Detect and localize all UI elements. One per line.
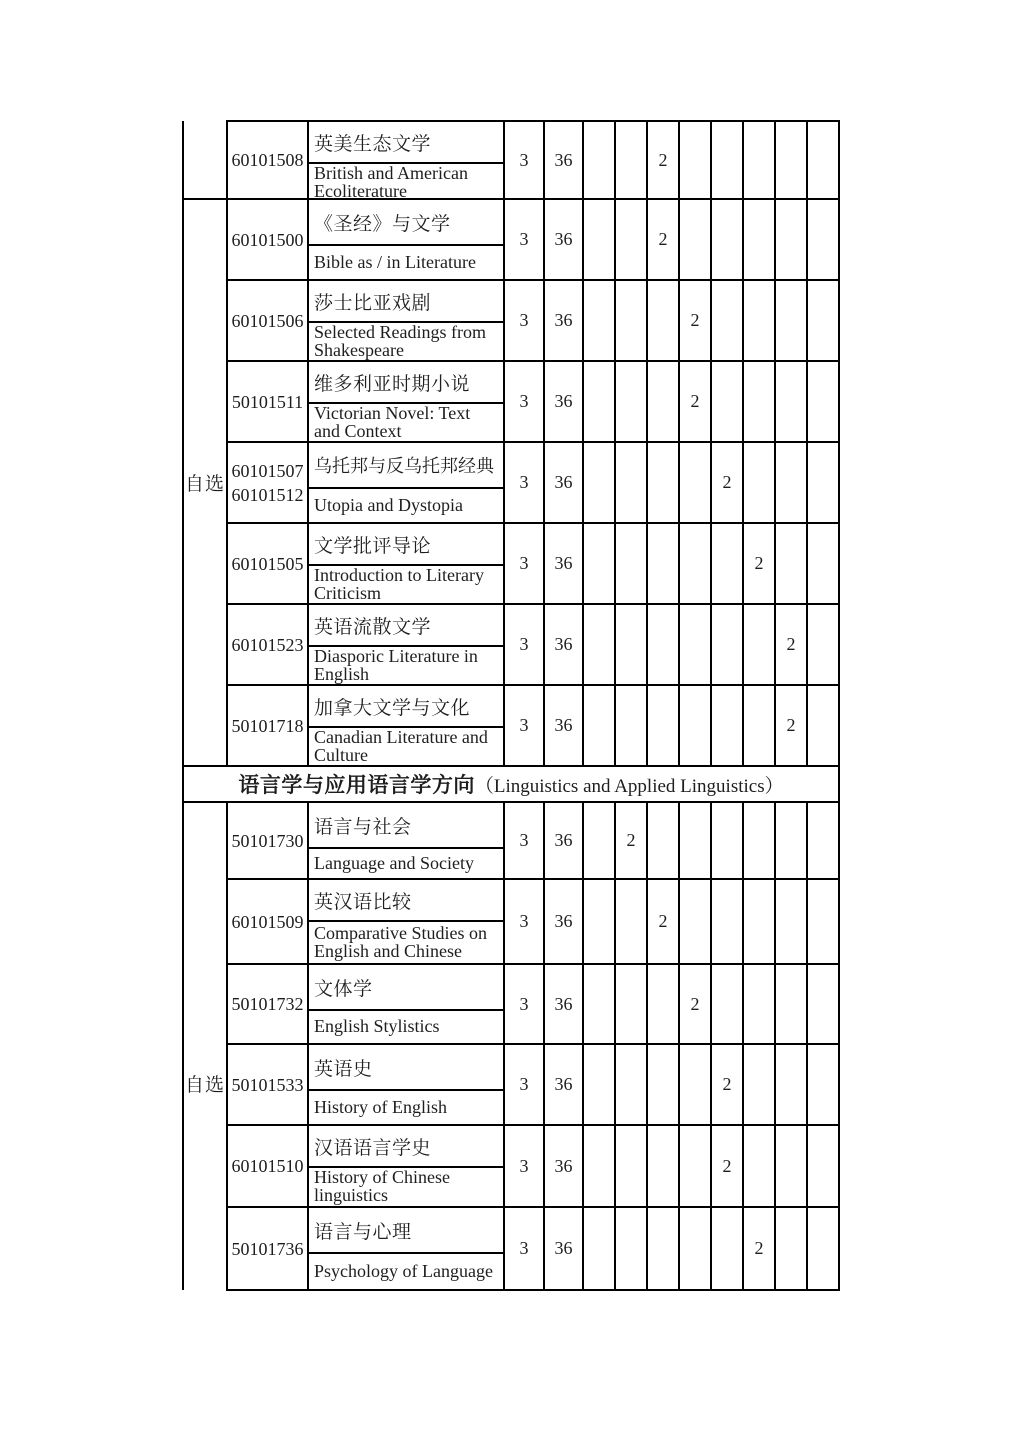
course-code-value: 50101511: [231, 391, 304, 412]
semester-cell: [679, 523, 711, 604]
semester-cell: [583, 280, 615, 361]
course-name-zh: 莎士比亚戏剧: [309, 281, 503, 323]
course-code-value: 60101505: [231, 553, 304, 574]
semester-cell: [743, 802, 775, 879]
hours-cell: 36: [544, 1044, 583, 1125]
course-name-cell: [308, 964, 504, 1044]
semester-cell: [647, 442, 679, 523]
semester-cell: [647, 361, 679, 442]
course-name-cell: [308, 1125, 504, 1207]
course-name-zh: 语言与社会: [309, 803, 503, 849]
course-name-en: Psychology of Language: [314, 1260, 493, 1281]
semester-cell: [615, 879, 647, 964]
course-code: [227, 199, 308, 280]
course-name-en: Introduction to Literary Criticism: [314, 565, 484, 603]
semester-cell: [647, 964, 679, 1044]
semester-cell: [615, 199, 647, 280]
semester-cell: [647, 280, 679, 361]
semester-cell: [583, 685, 615, 766]
course-name-en: Diasporic Literature in English: [314, 646, 478, 684]
semester-cell: [647, 1125, 679, 1207]
semester-hours-cell: 2: [775, 685, 807, 766]
semester-cell: [743, 685, 775, 766]
semester-cell: [615, 442, 647, 523]
course-code: [227, 121, 308, 199]
semester-cell: [679, 1125, 711, 1207]
course-name-cell: [308, 121, 504, 199]
semester-cell: [775, 1044, 807, 1125]
course-code-value: 50101730: [231, 830, 304, 851]
semester-hours-cell: 2: [711, 442, 743, 523]
course-name-zh: 乌托邦与反乌托邦经典: [309, 443, 503, 489]
semester-hours-cell: 2: [743, 1207, 775, 1290]
semester-cell: [743, 121, 775, 199]
course-code-value: 50101533: [231, 1074, 304, 1095]
course-code: [227, 964, 308, 1044]
semester-cell: [615, 1207, 647, 1290]
course-row: [183, 121, 839, 199]
course-code: [227, 802, 308, 879]
semester-cell: [743, 879, 775, 964]
semester-cell: [711, 604, 743, 685]
semester-cell: [711, 199, 743, 280]
course-name-zh: 汉语语言学史: [309, 1126, 503, 1168]
semester-cell: [775, 523, 807, 604]
course-name-zh: 英语流散文学: [309, 605, 503, 647]
semester-cell: [583, 361, 615, 442]
semester-cell: [583, 121, 615, 199]
course-name-en: Comparative Studies on English and Chinese: [314, 922, 487, 961]
section-header-row: [183, 766, 839, 802]
course-name-zh: 文体学: [309, 965, 503, 1011]
semester-cell: [583, 879, 615, 964]
semester-cell: [679, 121, 711, 199]
category-cell-cut: [183, 121, 227, 199]
semester-cell: [679, 802, 711, 879]
semester-cell: [679, 604, 711, 685]
hours-cell: 36: [544, 523, 583, 604]
course-name-en: Utopia and Dystopia: [314, 494, 463, 515]
semester-cell: [583, 199, 615, 280]
course-row: [183, 523, 839, 604]
semester-cell: [711, 802, 743, 879]
semester-hours-cell: 2: [647, 879, 679, 964]
course-row: [183, 802, 839, 879]
semester-cell: [807, 523, 839, 604]
section-header-en: （Linguistics and Applied Linguistics）: [474, 776, 784, 797]
semester-cell: [647, 802, 679, 879]
course-row: [183, 685, 839, 766]
semester-cell: [583, 442, 615, 523]
semester-cell: [647, 1207, 679, 1290]
semester-cell: [615, 361, 647, 442]
semester-cell: [775, 879, 807, 964]
course-row: [183, 361, 839, 442]
section-header-cell: [183, 766, 839, 802]
semester-cell: [647, 523, 679, 604]
course-row: [183, 1044, 839, 1125]
semester-cell: [807, 604, 839, 685]
course-name-en: Canadian Literature and Culture: [314, 727, 488, 765]
semester-cell: [615, 604, 647, 685]
semester-cell: [711, 879, 743, 964]
semester-hours-cell: 2: [647, 121, 679, 199]
course-row: [183, 199, 839, 280]
semester-cell: [615, 1044, 647, 1125]
semester-cell: [647, 604, 679, 685]
semester-cell: [775, 1207, 807, 1290]
semester-cell: [711, 280, 743, 361]
semester-cell: [807, 199, 839, 280]
semester-cell: [647, 685, 679, 766]
course-code-value: 50101718: [231, 715, 304, 736]
semester-cell: [807, 1044, 839, 1125]
credits-cell: 3: [504, 442, 544, 523]
course-code: [227, 879, 308, 964]
course-name-en: Language and Society: [314, 852, 474, 873]
course-code: [227, 685, 308, 766]
course-name-zh: 加拿大文学与文化: [309, 686, 503, 728]
course-name-cell: [308, 685, 504, 766]
course-code-value: 60101508: [231, 150, 304, 170]
course-code: [227, 523, 308, 604]
semester-cell: [807, 879, 839, 964]
semester-cell: [583, 523, 615, 604]
semester-cell: [615, 121, 647, 199]
course-code-value: 60101507: [231, 460, 304, 481]
semester-cell: [615, 280, 647, 361]
course-code-value: 60101506: [231, 310, 304, 331]
semester-cell: [807, 1207, 839, 1290]
credits-cell: 3: [504, 121, 544, 199]
semester-hours-cell: 2: [679, 280, 711, 361]
semester-cell: [583, 964, 615, 1044]
hours-cell: 36: [544, 604, 583, 685]
semester-cell: [647, 1044, 679, 1125]
hours-cell: 36: [544, 199, 583, 280]
semester-cell: [711, 523, 743, 604]
semester-cell: [775, 199, 807, 280]
course-name-zh: 英汉语比较: [309, 880, 503, 922]
semester-cell: [807, 280, 839, 361]
course-name-zh: 英语史: [309, 1045, 503, 1091]
semester-cell: [775, 442, 807, 523]
semester-hours-cell: 2: [775, 604, 807, 685]
course-row: [183, 1125, 839, 1207]
course-code: [227, 1207, 308, 1290]
course-name-zh: 英美生态文学: [309, 122, 503, 164]
semester-cell: [679, 879, 711, 964]
course-row: [183, 280, 839, 361]
semester-hours-cell: 2: [711, 1125, 743, 1207]
semester-cell: [615, 964, 647, 1044]
semester-cell: [743, 199, 775, 280]
course-code-value: 60101500: [231, 229, 304, 250]
credits-cell: 3: [504, 1125, 544, 1207]
credits-cell: 3: [504, 685, 544, 766]
hours-cell: 36: [544, 121, 583, 199]
semester-cell: [807, 361, 839, 442]
course-row: [183, 1207, 839, 1290]
course-name-cell: [308, 442, 504, 523]
semester-hours-cell: 2: [647, 199, 679, 280]
credits-cell: 3: [504, 523, 544, 604]
semester-cell: [615, 1125, 647, 1207]
course-name-cell: [308, 523, 504, 604]
semester-cell: [679, 1207, 711, 1290]
course-table-wrapper: [182, 120, 840, 1291]
course-name-en: English Stylistics: [314, 1016, 440, 1036]
semester-hours-cell: 2: [615, 802, 647, 879]
semester-cell: [807, 964, 839, 1044]
category-cell: 自选: [183, 199, 227, 766]
section-header-zh: 语言学与应用语言学方向: [238, 773, 475, 797]
hours-cell: 36: [544, 685, 583, 766]
hours-cell: 36: [544, 964, 583, 1044]
course-code-value: 50101736: [231, 1238, 304, 1259]
semester-hours-cell: 2: [679, 361, 711, 442]
semester-cell: [743, 1125, 775, 1207]
course-name-cell: [308, 879, 504, 964]
credits-cell: 3: [504, 964, 544, 1044]
hours-cell: 36: [544, 442, 583, 523]
course-code: [227, 442, 308, 523]
course-code: [227, 361, 308, 442]
credits-cell: 3: [504, 802, 544, 879]
credits-cell: 3: [504, 1207, 544, 1290]
course-code-value: 60101512: [231, 484, 304, 505]
semester-cell: [743, 442, 775, 523]
semester-hours-cell: 2: [743, 523, 775, 604]
course-code-value: 60101510: [231, 1156, 304, 1176]
semester-cell: [807, 442, 839, 523]
semester-cell: [711, 964, 743, 1044]
semester-cell: [743, 280, 775, 361]
course-code-value: 50101732: [231, 994, 304, 1014]
course-name-en: Selected Readings from Shakespeare: [314, 322, 486, 360]
credits-cell: 3: [504, 1044, 544, 1125]
course-name-en: British and American Ecoliterature: [314, 163, 468, 199]
semester-cell: [679, 685, 711, 766]
course-name-cell: [308, 604, 504, 685]
course-name-en: Bible as / in Literature: [314, 251, 476, 272]
semester-cell: [775, 361, 807, 442]
semester-cell: [807, 121, 839, 199]
semester-cell: [711, 1207, 743, 1290]
semester-cell: [711, 361, 743, 442]
credits-cell: 3: [504, 879, 544, 964]
semester-cell: [679, 199, 711, 280]
course-name-zh: 文学批评导论: [309, 524, 503, 566]
hours-cell: 36: [544, 802, 583, 879]
course-name-en: Victorian Novel: Text and Context: [314, 403, 471, 441]
course-name-zh: 语言与心理: [309, 1208, 503, 1254]
semester-cell: [583, 1125, 615, 1207]
hours-cell: 36: [544, 879, 583, 964]
semester-cell: [583, 802, 615, 879]
semester-cell: [743, 361, 775, 442]
semester-cell: [807, 802, 839, 879]
course-name-zh: 《圣经》与文学: [309, 200, 503, 246]
semester-cell: [743, 964, 775, 1044]
semester-cell: [583, 1207, 615, 1290]
semester-cell: [775, 964, 807, 1044]
course-row: [183, 879, 839, 964]
semester-cell: [775, 280, 807, 361]
course-name-cell: [308, 802, 504, 879]
hours-cell: 36: [544, 361, 583, 442]
semester-hours-cell: 2: [679, 964, 711, 1044]
credits-cell: 3: [504, 604, 544, 685]
course-code: [227, 1044, 308, 1125]
semester-cell: [583, 1044, 615, 1125]
course-code: [227, 604, 308, 685]
hours-cell: 36: [544, 280, 583, 361]
course-name-en: History of Chinese linguistics: [314, 1167, 450, 1205]
course-code: [227, 1125, 308, 1207]
semester-cell: [711, 121, 743, 199]
course-code-value: 60101523: [231, 634, 304, 655]
semester-cell: [743, 1044, 775, 1125]
credits-cell: 3: [504, 361, 544, 442]
course-name-cell: [308, 361, 504, 442]
semester-cell: [775, 1125, 807, 1207]
semester-cell: [615, 523, 647, 604]
semester-hours-cell: 2: [711, 1044, 743, 1125]
course-code-value: 60101509: [231, 911, 304, 932]
semester-cell: [743, 604, 775, 685]
course-name-en: History of English: [314, 1096, 447, 1117]
category-cell: 自选: [183, 802, 227, 1290]
semester-cell: [615, 685, 647, 766]
semester-cell: [583, 604, 615, 685]
course-name-cell: [308, 280, 504, 361]
hours-cell: 36: [544, 1125, 583, 1207]
semester-cell: [807, 1125, 839, 1207]
course-name-zh: 维多利亚时期小说: [309, 362, 503, 404]
semester-cell: [775, 121, 807, 199]
course-row: [183, 964, 839, 1044]
semester-cell: [807, 685, 839, 766]
credits-cell: 3: [504, 199, 544, 280]
semester-cell: [679, 442, 711, 523]
course-name-cell: [308, 1207, 504, 1290]
semester-cell: [679, 1044, 711, 1125]
semester-cell: [775, 802, 807, 879]
course-name-cell: [308, 1044, 504, 1125]
course-name-cell: [308, 199, 504, 280]
course-code: [227, 280, 308, 361]
course-row: [183, 604, 839, 685]
hours-cell: 36: [544, 1207, 583, 1290]
course-table: [182, 120, 840, 1291]
course-row: [183, 442, 839, 523]
semester-cell: [711, 685, 743, 766]
credits-cell: 3: [504, 280, 544, 361]
